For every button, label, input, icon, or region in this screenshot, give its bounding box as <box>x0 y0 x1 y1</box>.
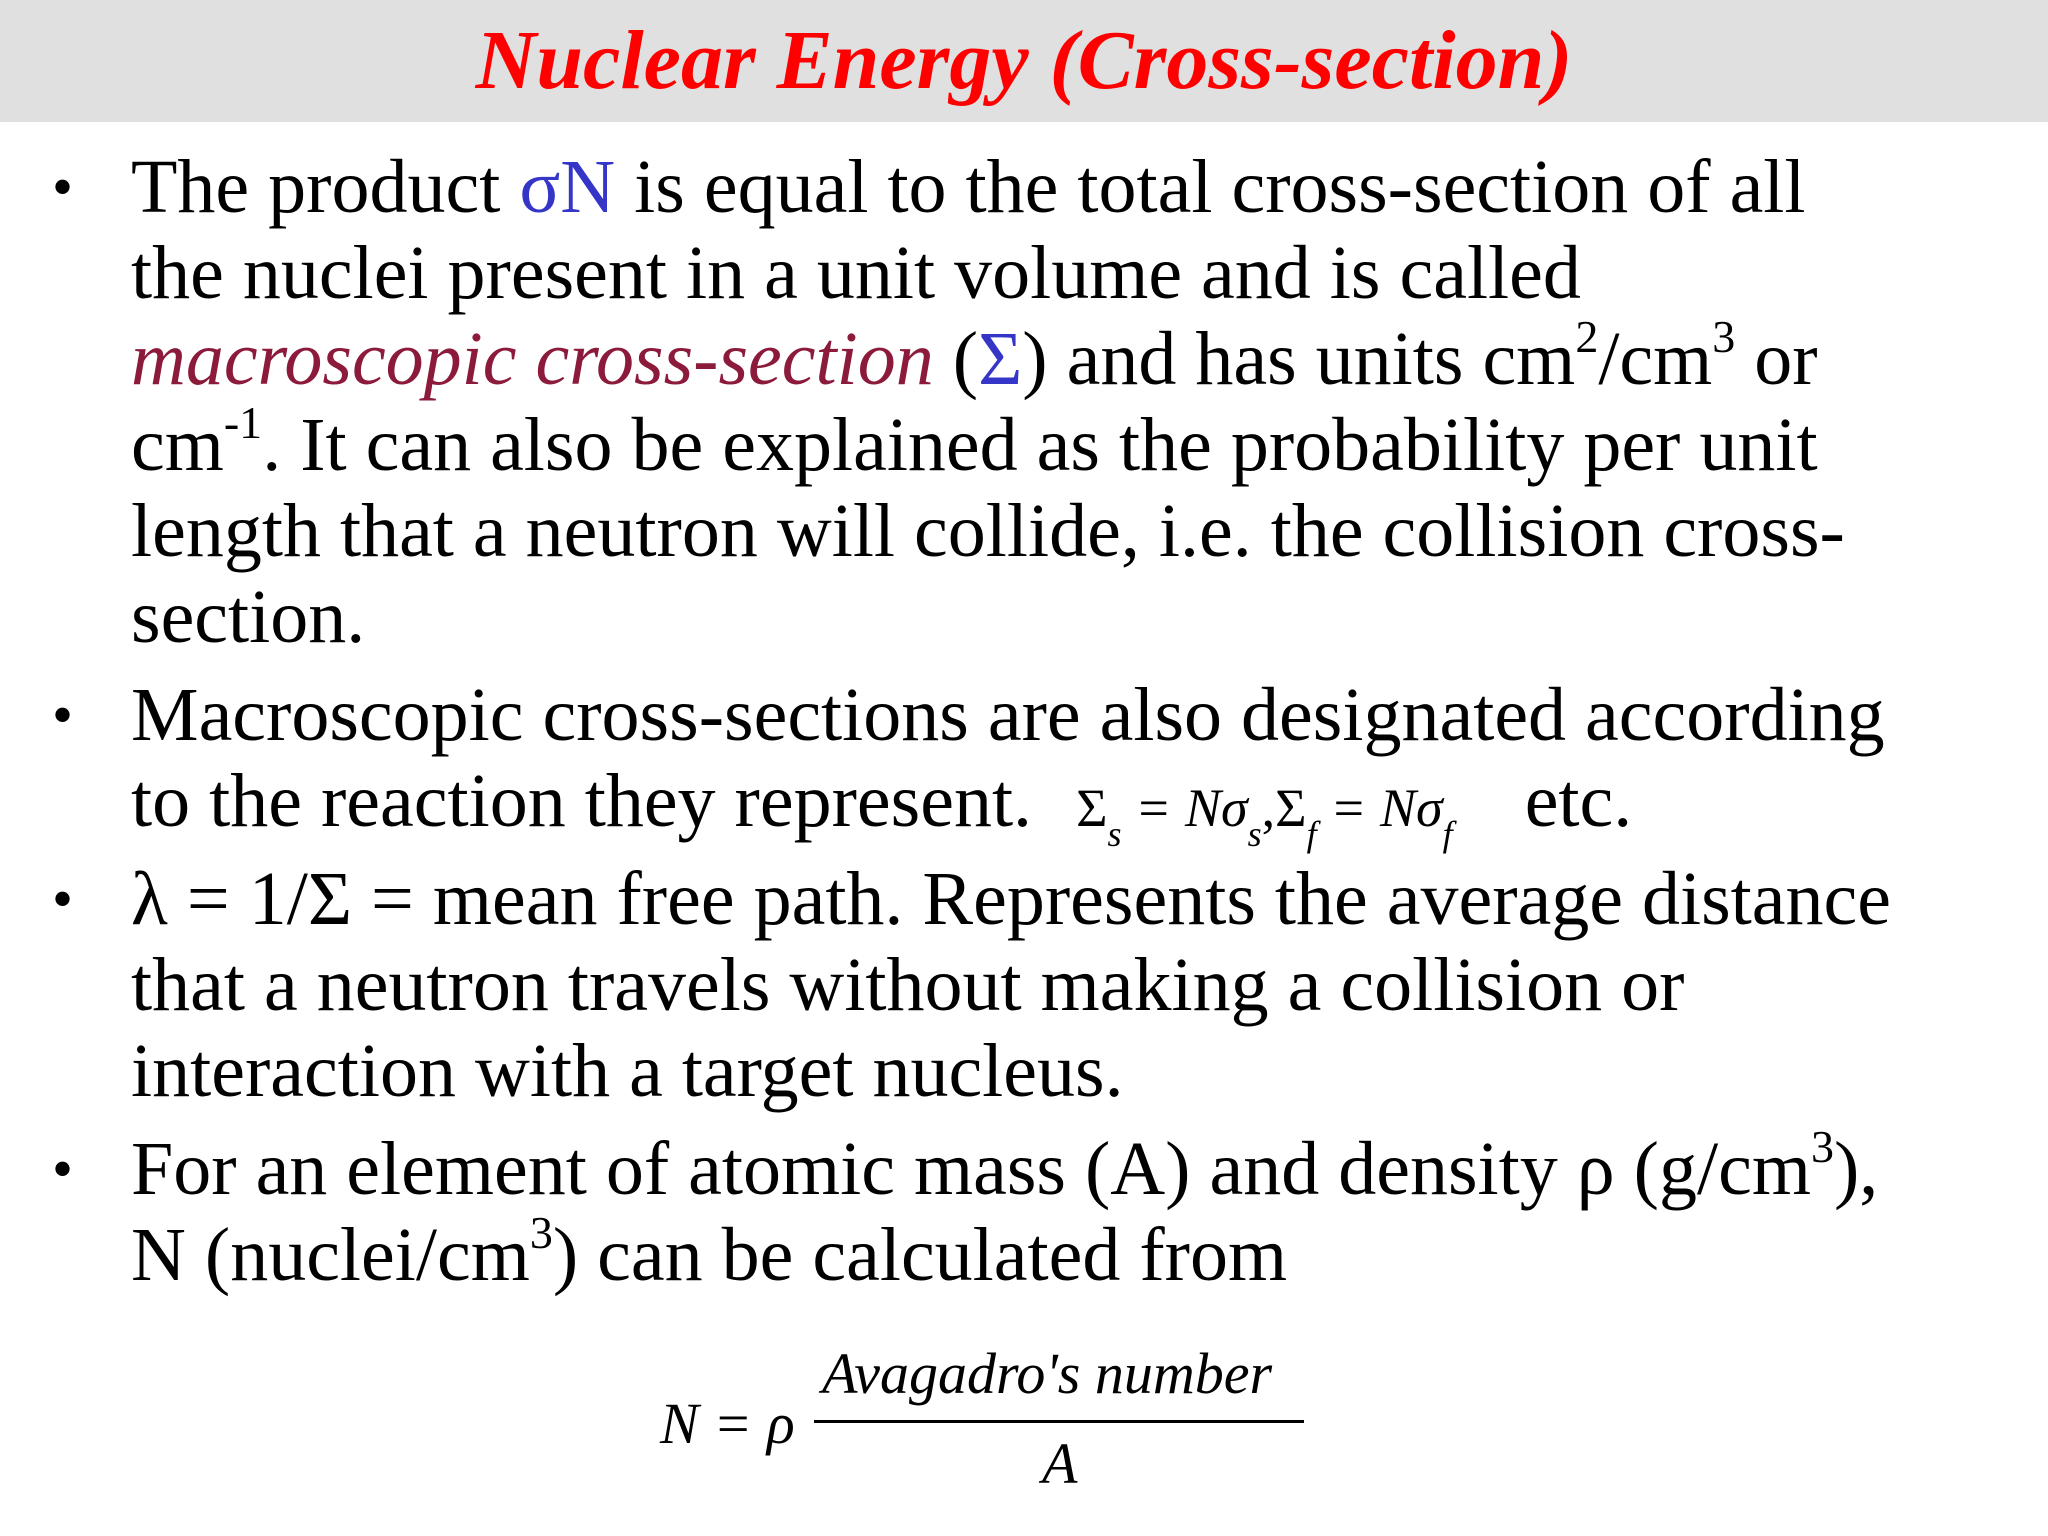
equation-text: = Nσ <box>1316 778 1443 838</box>
text-line: interaction with a target nucleus. <box>131 1029 1124 1113</box>
text-line: Macroscopic cross-sections are also designated according <box>131 673 1885 757</box>
bullet-item <box>0 672 2048 854</box>
equation-subscript: s <box>1247 814 1262 854</box>
superscript: -1 <box>223 396 263 448</box>
text-span: ), <box>1833 1127 1879 1211</box>
text-span: N (nuclei/cm <box>131 1213 530 1297</box>
text-span: ) can be calculated from <box>552 1213 1288 1297</box>
bullet-list <box>0 144 2048 1298</box>
fraction-bar <box>814 1420 1304 1423</box>
text-line <box>131 310 2028 402</box>
text-line: section. <box>131 575 366 659</box>
equation-text: ,Σ <box>1261 778 1307 838</box>
text-span: to the reaction they represent. <box>131 759 1033 843</box>
text-line <box>131 1206 2028 1298</box>
text-span: cm <box>131 403 224 487</box>
slide-title: Nuclear Energy (Cross-section) <box>475 14 1573 107</box>
equation-symbol: Σ <box>1076 778 1108 838</box>
formula-lhs: N = ρ <box>660 1391 795 1456</box>
text-span: The product <box>131 145 520 229</box>
superscript: 3 <box>529 1206 553 1258</box>
bullet-dot-icon: • <box>52 1136 74 1202</box>
bullet-dot-icon: • <box>52 154 74 220</box>
sigma-n-symbol: σN <box>519 145 616 229</box>
text-span: ) and has units cm <box>1022 317 1576 401</box>
formula-numerator: Avagadro's number <box>822 1341 1273 1406</box>
text-line <box>131 758 2028 854</box>
text-span: or <box>1735 317 1818 401</box>
text-line: the nuclei present in a unit volume and is called <box>131 231 1581 315</box>
macroscopic-equation <box>1076 778 1453 854</box>
sigma-symbol: Σ <box>978 317 1023 401</box>
text-span: ( <box>933 317 979 401</box>
bullet-dot-icon: • <box>52 866 74 932</box>
superscript: 2 <box>1575 310 1599 362</box>
text-line <box>131 1120 2028 1212</box>
avogadro-formula <box>656 1340 1316 1500</box>
text-line: λ = 1/Σ = mean free path. Represents the average distance <box>131 857 1891 941</box>
equation-subscript: f <box>1306 814 1317 854</box>
superscript: 3 <box>1810 1120 1834 1172</box>
text-span: For an element of atomic mass (A) and density ρ (g/cm <box>131 1127 1811 1211</box>
equation-text: = Nσ <box>1121 778 1248 838</box>
text-span: /cm <box>1598 317 1713 401</box>
text-line: that a neutron travels without making a collision or <box>131 943 1685 1027</box>
bullet-dot-icon: • <box>52 682 74 748</box>
text-span: is equal to the total cross-section of all <box>615 145 1806 229</box>
bullet-item <box>0 856 2048 1114</box>
equation-subscript: f <box>1442 814 1453 854</box>
text-line <box>131 144 2028 230</box>
text-line: length that a neutron will collide, i.e. the collision cross- <box>131 489 1845 573</box>
bullet-item <box>0 1120 2048 1298</box>
equation-subscript: s <box>1107 814 1122 854</box>
superscript: 3 <box>1712 310 1736 362</box>
macroscopic-term: macroscopic cross-section <box>131 317 934 401</box>
text-span: etc. <box>1524 759 1633 843</box>
formula-denominator: A <box>1042 1431 1078 1496</box>
bullet-item <box>0 144 2048 660</box>
text-span: . It can also be explained as the probability per unit <box>262 403 1818 487</box>
text-line <box>131 396 2028 488</box>
